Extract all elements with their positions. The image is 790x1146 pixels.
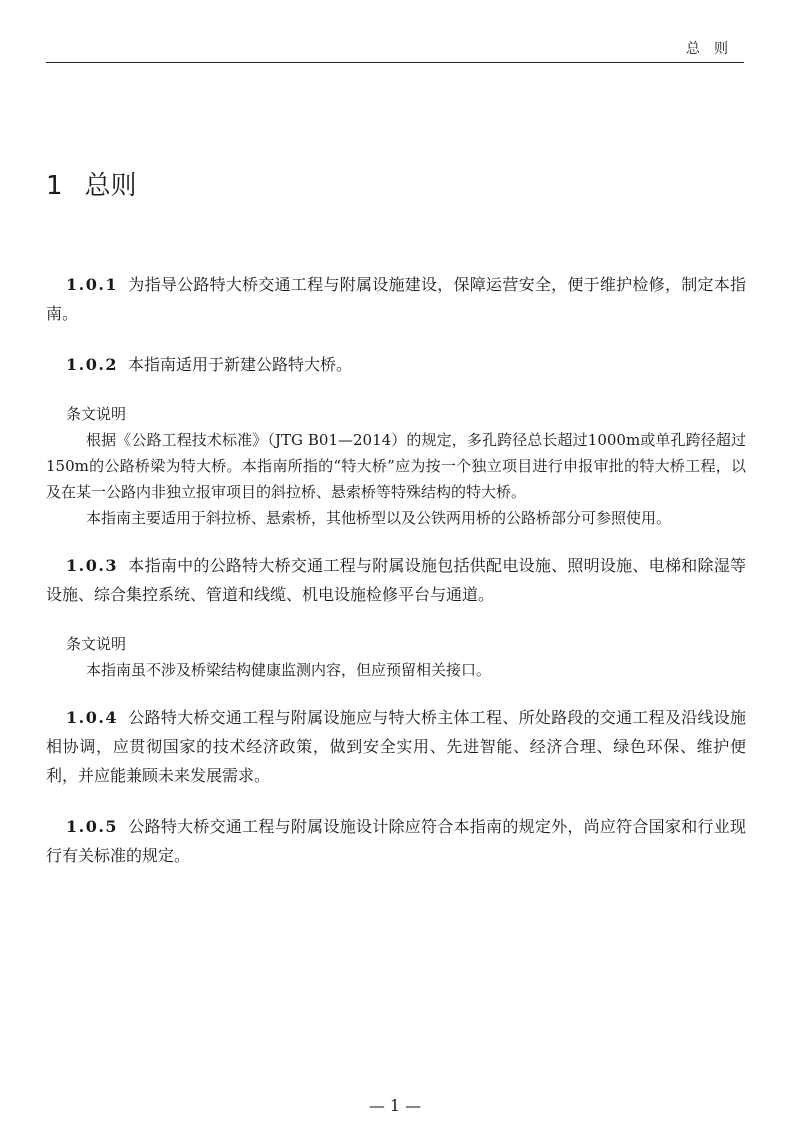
explanation-title: 条文说明 [66, 635, 127, 653]
main-content [46, 270, 746, 870]
explanation-block [46, 401, 746, 531]
explanation-block [46, 631, 746, 683]
clause-number: 1.0.1 [66, 275, 119, 294]
clause-number: 1.0.4 [66, 708, 119, 727]
running-header: 总则 [686, 41, 742, 57]
clause-text: 本指南中的公路特大桥交通工程与附属设施包括供配电设施、照明设施、电梯和除湿等设施、综合集控系统、管道和线缆、机电设施检修平台与通道。 [46, 556, 746, 604]
clause-text: 本指南适用于新建公路特大桥。 [128, 355, 353, 374]
clause-1-0-4 [46, 703, 746, 790]
explanation-paragraph: 本指南虽不涉及桥梁结构健康监测内容，但应预留相关接口。 [86, 661, 492, 679]
clause-text: 公路特大桥交通工程与附属设施应与特大桥主体工程、所处路段的交通工程及沿线设施相协调，应贯彻国家的技术经济政策，做到安全实用、先进智能、经济合理、绿色环保、维护便利，并应能兼顾未来发展需求。 [46, 708, 746, 785]
clause-1-0-3 [46, 551, 746, 609]
explanation-paragraph: 本指南主要适用于斜拉桥、悬索桥，其他桥型以及公铁两用桥的公路桥部分可参照使用。 [86, 509, 672, 527]
clause-number: 1.0.3 [66, 556, 119, 575]
clause-1-0-1 [46, 270, 746, 328]
chapter-title: 总则 [84, 171, 137, 201]
page-number: — 1 — [368, 1096, 422, 1115]
explanation-title: 条文说明 [66, 405, 127, 423]
explanation-paragraph: 根据《公路工程技术标准》（JTG B01—2014）的规定，多孔跨径总长超过1000m或单孔跨径超过150m的公路桥梁为特大桥。本指南所指的“特大桥”应为按一个独立项目进行申报审批的特大桥工程，以及在某一公路内非独立报审项目的斜拉桥、悬索桥等特殊结构的特大桥。 [46, 431, 746, 501]
clause-number: 1.0.5 [66, 817, 119, 836]
clause-text: 公路特大桥交通工程与附属设施设计除应符合本指南的规定外，尚应符合国家和行业现行有关标准的规定。 [46, 817, 746, 865]
clause-text: 为指导公路特大桥交通工程与附属设施建设，保障运营安全，便于维护检修，制定本指南。 [46, 275, 746, 323]
clause-1-0-5 [46, 812, 746, 870]
clause-1-0-2 [46, 350, 746, 379]
chapter-heading [46, 165, 137, 202]
chapter-number: 1 [46, 171, 63, 201]
clause-number: 1.0.2 [66, 355, 119, 374]
header-rule [46, 62, 744, 63]
